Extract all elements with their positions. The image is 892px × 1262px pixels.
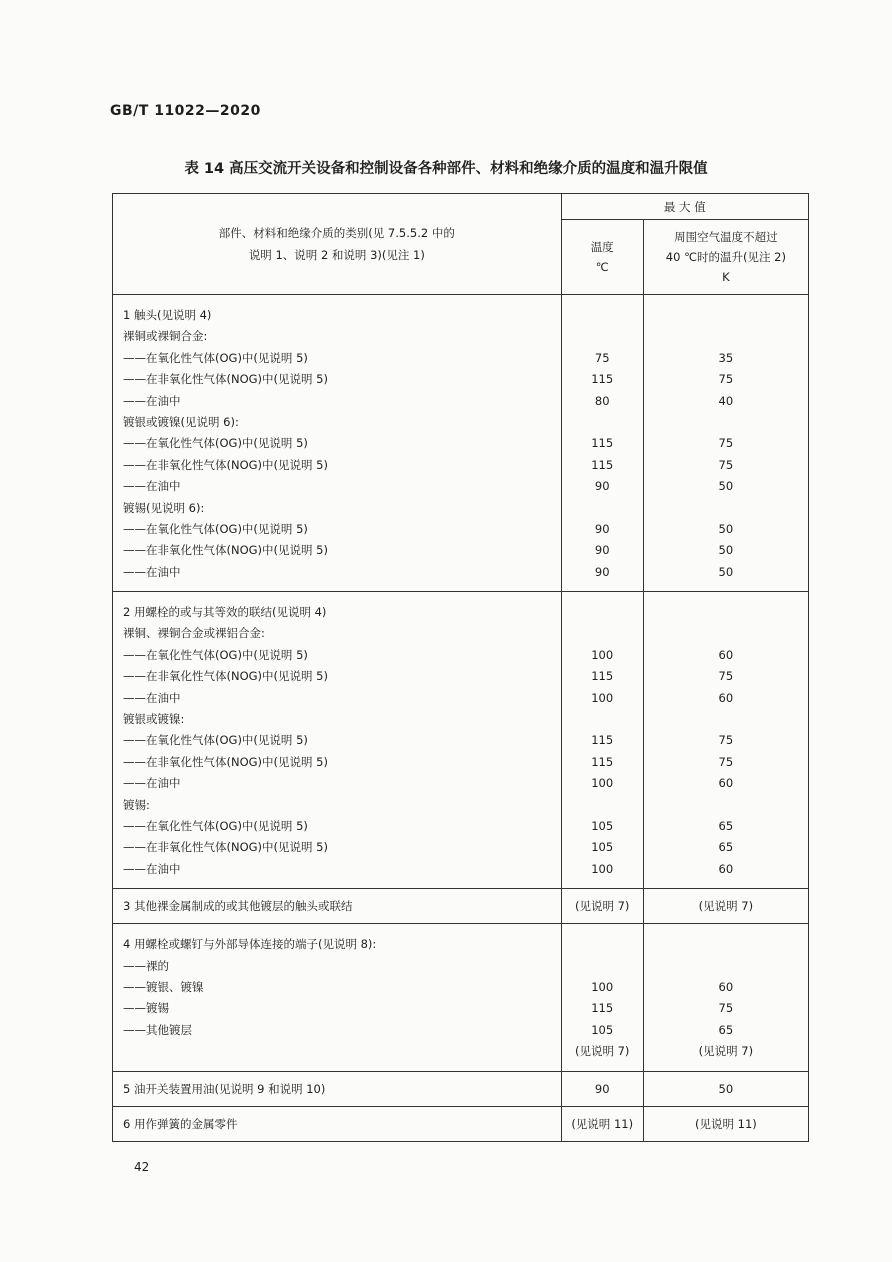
table-section [113, 1071, 809, 1106]
temperature-value: 75 [594, 350, 610, 365]
temperature-rise-value: 75 [718, 754, 734, 769]
table-header-row [113, 194, 809, 220]
temperature-value [562, 326, 643, 347]
temperature-value: 115 [591, 669, 614, 684]
temperature-rise-value [644, 709, 808, 730]
temperature-value [562, 956, 643, 977]
column-header-category [113, 194, 562, 295]
table-title: 表 14 高压交流开关设备和控制设备各种部件、材料和绝缘介质的温度和温升限值 [184, 161, 708, 177]
column-header-temperature [561, 220, 643, 295]
temperature-rise-value: 65 [718, 1022, 734, 1037]
section-temperature-rises: (见说明 11) [643, 1106, 808, 1141]
temperature-rise-value [644, 326, 808, 347]
column-header-rise-line2: 40 ℃时的温升(见注 2) [665, 250, 786, 264]
section-temperature-rises [643, 592, 808, 889]
temperature-rise-value: 60 [718, 979, 734, 994]
temperature-rise-value: 60 [718, 861, 734, 876]
temperature-value: 105 [591, 818, 614, 833]
temperature-value: 105 [591, 840, 614, 855]
temperature-rise-value: 50 [718, 543, 734, 558]
section-labels: 3 其他裸金属制成的或其他镀层的触头或联结 [113, 889, 562, 924]
column-header-rise-unit: K [722, 270, 730, 284]
temperature-rise-value [644, 305, 808, 326]
row-label: ——镀锡 [123, 1001, 169, 1016]
temperature-value [562, 305, 643, 326]
temperature-rise-value: 75 [718, 733, 734, 748]
row-label: ——在油中 [123, 861, 181, 876]
section-labels: 6 用作弹簧的金属零件 [113, 1106, 562, 1141]
temperature-rise-value: 50 [718, 521, 734, 536]
row-label: 镀银或镀镍: [123, 712, 185, 727]
section-temperatures: (见说明 7) [561, 889, 643, 924]
temperature-value [562, 795, 643, 816]
temperature-value: 80 [594, 393, 610, 408]
row-label: ——在非氧化性气体(NOG)中(见说明 5) [123, 669, 328, 684]
row-label: ——在氧化性气体(OG)中(见说明 5) [123, 647, 308, 662]
section-temperature-rises: (见说明 7) [643, 889, 808, 924]
temperature-rise-value: 65 [718, 840, 734, 855]
temperature-rise-value: 75 [718, 669, 734, 684]
temperature-value: 115 [591, 457, 614, 472]
row-label: ——在非氧化性气体(NOG)中(见说明 5) [123, 754, 328, 769]
row-label: 镀银或镀镍(见说明 6): [123, 414, 239, 429]
temperature-rise-value: 60 [718, 647, 734, 662]
row-label: 裸铜或裸铜合金: [123, 329, 208, 344]
row-label: ——在氧化性气体(OG)中(见说明 5) [123, 818, 308, 833]
temperature-rise-value [644, 602, 808, 623]
row-label: ——在氧化性气体(OG)中(见说明 5) [123, 436, 308, 451]
section-temperatures [561, 592, 643, 889]
column-header-temperature-line1: 温度 [590, 240, 614, 254]
temperature-value [562, 709, 643, 730]
temperature-rise-value: 65 [718, 818, 734, 833]
temperature-rise-value: 75 [718, 457, 734, 472]
column-header-temperature-rise [643, 220, 808, 295]
column-header-category-line1: 部件、材料和绝缘介质的类别(见 7.5.5.2 中的 [218, 226, 455, 240]
row-label: ——在氧化性气体(OG)中(见说明 5) [123, 521, 308, 536]
table-section [113, 1106, 809, 1141]
temperature-rise-value: 75 [718, 436, 734, 451]
section-labels: 5 油开关装置用油(见说明 9 和说明 10) [113, 1071, 562, 1106]
table-section [113, 924, 809, 1071]
temperature-value: 100 [591, 776, 614, 791]
section-labels [113, 295, 562, 592]
temperature-value: 115 [591, 436, 614, 451]
row-label: ——裸的 [123, 958, 169, 973]
temperature-value [562, 602, 643, 623]
temperature-value: 115 [591, 733, 614, 748]
temperature-value [562, 412, 643, 433]
temperature-rise-value [644, 498, 808, 519]
temperature-value: (见说明 7) [574, 1044, 630, 1059]
table-section [113, 295, 809, 592]
page-number: 42 [134, 1160, 150, 1174]
section-temperatures: (见说明 11) [561, 1106, 643, 1141]
row-label: ——在油中 [123, 690, 181, 705]
temperature-value: 115 [591, 372, 614, 387]
temperature-value: 115 [591, 1001, 614, 1016]
temperature-rise-value: 75 [718, 1001, 734, 1016]
row-label [113, 1041, 561, 1062]
temperature-rise-value [644, 934, 808, 955]
temperature-value [562, 934, 643, 955]
section-temperature-rises [643, 924, 808, 1071]
temperature-rise-value: 50 [718, 564, 734, 579]
temperature-rise-value: 40 [718, 393, 734, 408]
column-header-category-line2: 说明 1、说明 2 和说明 3)(见注 1) [248, 248, 425, 262]
row-label: ——在非氧化性气体(NOG)中(见说明 5) [123, 457, 328, 472]
temperature-rise-value [644, 795, 808, 816]
column-header-max: 最 大 值 [561, 194, 808, 220]
row-label: ——在非氧化性气体(NOG)中(见说明 5) [123, 840, 328, 855]
temperature-rise-value: 35 [718, 350, 734, 365]
section-labels [113, 924, 562, 1071]
temperature-rise-value: 60 [718, 690, 734, 705]
temperature-rise-value: (见说明 7) [698, 1044, 754, 1059]
row-label: 镀锡(见说明 6): [123, 500, 205, 515]
temperature-rise-value [644, 623, 808, 644]
row-label: ——镀银、镀镍 [123, 979, 204, 994]
temperature-rise-value: 60 [718, 776, 734, 791]
temperature-value: 100 [591, 647, 614, 662]
row-label: ——在氧化性气体(OG)中(见说明 5) [123, 350, 308, 365]
table-section [113, 889, 809, 924]
section-temperatures [561, 924, 643, 1071]
temperature-value [562, 498, 643, 519]
temperature-value: 100 [591, 979, 614, 994]
temperature-rise-value [644, 412, 808, 433]
row-label: ——其他镀层 [123, 1022, 192, 1037]
row-label: 镀锡: [123, 797, 150, 812]
temperature-value: 100 [591, 861, 614, 876]
section-temperature-rises [643, 295, 808, 592]
row-label: ——在非氧化性气体(NOG)中(见说明 5) [123, 543, 328, 558]
temperature-value: 100 [591, 690, 614, 705]
row-label: ——在油中 [123, 479, 181, 494]
temperature-rise-value: 75 [718, 372, 734, 387]
temperature-value: 90 [594, 543, 610, 558]
row-label: ——在氧化性气体(OG)中(见说明 5) [123, 733, 308, 748]
section-temperatures: 90 [561, 1071, 643, 1106]
row-label: ——在油中 [123, 393, 181, 408]
temperature-value [562, 623, 643, 644]
row-label: 1 触头(见说明 4) [123, 308, 212, 322]
row-label: 2 用螺栓的或与其等效的联结(见说明 4) [123, 605, 327, 620]
column-header-rise-line1: 周围空气温度不超过 [674, 230, 778, 244]
row-label: ——在非氧化性气体(NOG)中(见说明 5) [123, 372, 328, 387]
row-label: 4 用螺栓或螺钉与外部导体连接的端子(见说明 8): [123, 937, 377, 952]
temperature-value: 105 [591, 1022, 614, 1037]
row-label: ——在油中 [123, 776, 181, 791]
temperature-value: 90 [594, 564, 610, 579]
row-label: ——在油中 [123, 564, 181, 579]
section-temperature-rises: 50 [643, 1071, 808, 1106]
temperature-rise-value: 50 [718, 479, 734, 494]
temperature-value: 115 [591, 754, 614, 769]
temperature-value: 90 [594, 521, 610, 536]
section-labels [113, 592, 562, 889]
standard-number: GB/T 11022—2020 [110, 103, 261, 119]
column-header-temperature-unit: ℃ [595, 260, 609, 274]
temperature-rise-value [644, 956, 808, 977]
row-label: 裸铜、裸铜合金或裸铝合金: [123, 626, 265, 641]
temperature-limits-table [112, 193, 809, 1142]
table-section [113, 592, 809, 889]
section-temperatures [561, 295, 643, 592]
temperature-value: 90 [594, 479, 610, 494]
